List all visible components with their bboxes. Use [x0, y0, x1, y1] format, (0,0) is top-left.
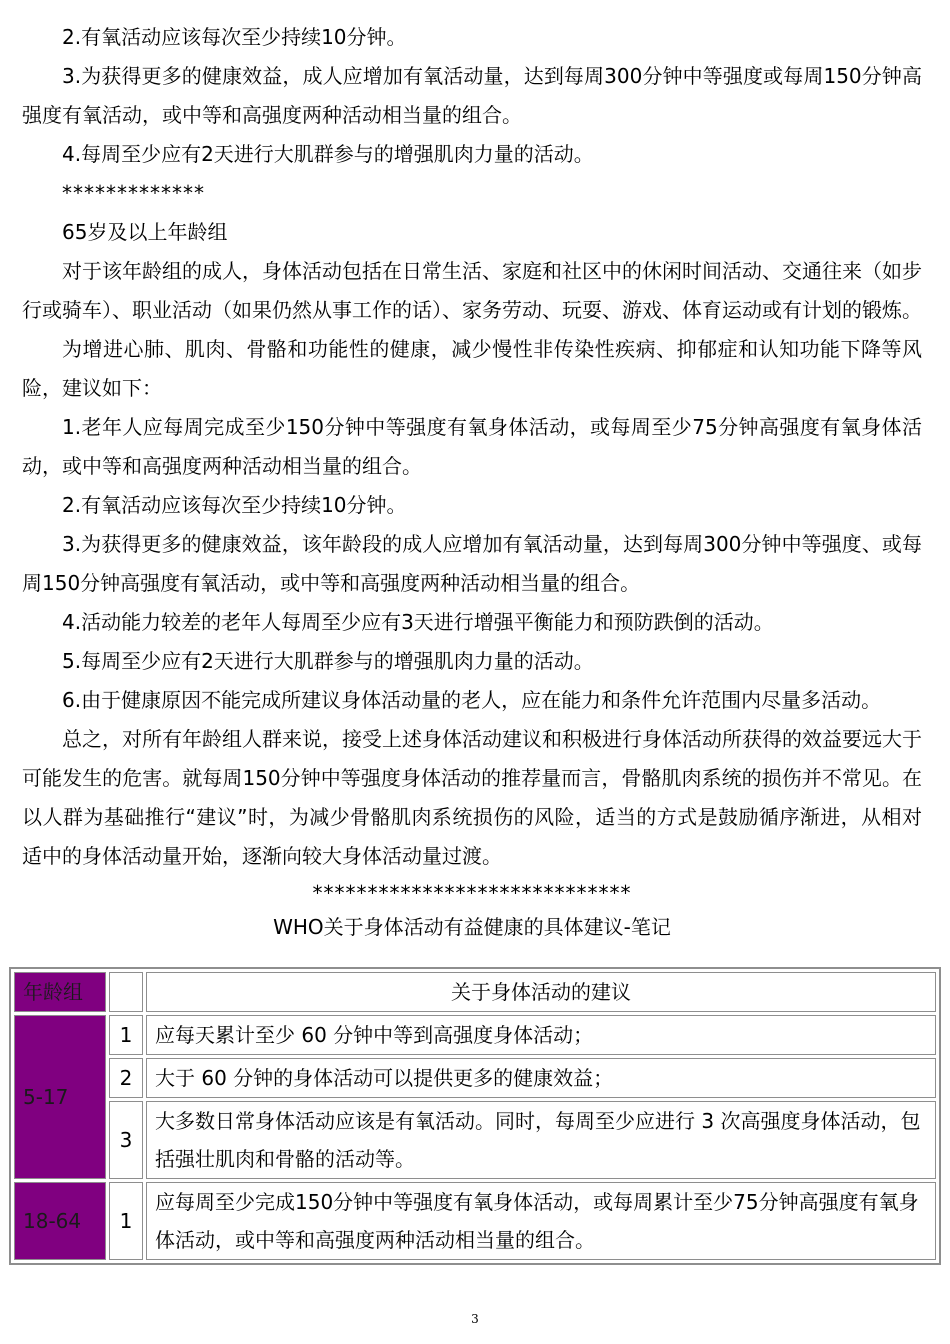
separator-short: ************* [62, 181, 205, 205]
document-body [22, 18, 922, 944]
recommendation-text: 应每周至少完成150分钟中等强度有氧身体活动，或每周累计至少75分钟高强度有氧身体活动，或中等和高强度两种活动相当量的组合。 [146, 1182, 936, 1260]
row-number: 2 [109, 1058, 143, 1098]
separator-long: ***************************** [312, 881, 632, 905]
paragraph: 总之，对所有年龄组人群来说，接受上述身体活动建议和积极进行身体活动所获得的效益要远大于可能发生的危害。就每周150分钟中等强度身体活动的推荐量而言，骨骼肌肉系统的损伤并不常见。在以人群为基础推行“建议”时，为减少骨骼肌肉系统损伤的风险，适当的方式是鼓励循序渐进，从相对适中的身体活动量开始，逐渐向较大身体活动量过渡。 [22, 727, 922, 868]
recommendation-table [9, 967, 941, 1265]
table-row [14, 1182, 936, 1260]
row-number: 1 [109, 1182, 143, 1260]
paragraph: 为增进心肺、肌肉、骨骼和功能性的健康，减少慢性非传染性疾病、抑郁症和认知功能下降等风险，建议如下： [22, 337, 922, 400]
paragraph: 4.活动能力较差的老年人每周至少应有3天进行增强平衡能力和预防跌倒的活动。 [62, 610, 774, 634]
paragraph: 2.有氧活动应该每次至少持续10分钟。 [62, 25, 407, 49]
recommendation-text: 应每天累计至少 60 分钟中等到高强度身体活动； [146, 1015, 936, 1055]
row-number: 1 [109, 1015, 143, 1055]
row-number: 3 [109, 1101, 143, 1179]
header-age-group: 年龄组 [14, 972, 106, 1012]
paragraph: 1.老年人应每周完成至少150分钟中等强度有氧身体活动，或每周至少75分钟高强度有氧身体活动，或中等和高强度两种活动相当量的组合。 [22, 415, 922, 478]
recommendation-text: 大多数日常身体活动应该是有氧活动。同时，每周至少应进行 3 次高强度身体活动，包括强壮肌肉和骨骼的活动等。 [146, 1101, 936, 1179]
table-row [14, 1058, 936, 1098]
paragraph: 3.为获得更多的健康效益，成人应增加有氧活动量，达到每周300分钟中等强度或每周150分钟高强度有氧活动，或中等和高强度两种活动相当量的组合。 [22, 64, 922, 127]
table-title: WHO关于身体活动有益健康的具体建议-笔记 [273, 915, 671, 939]
page-number: 3 [471, 1312, 479, 1326]
age-group-cell: 18-64 [14, 1182, 106, 1260]
paragraph: 对于该年龄组的成人，身体活动包括在日常生活、家庭和社区中的休闲时间活动、交通往来（如步行或骑车）、职业活动（如果仍然从事工作的话）、家务劳动、玩耍、游戏、体育运动或有计划的锻炼。 [22, 259, 922, 322]
table-row [14, 1015, 936, 1055]
paragraph: 2.有氧活动应该每次至少持续10分钟。 [62, 493, 407, 517]
paragraph: 3.为获得更多的健康效益，该年龄段的成人应增加有氧活动量，达到每周300分钟中等强度、或每周150分钟高强度有氧活动，或中等和高强度两种活动相当量的组合。 [22, 532, 922, 595]
section-title: 65岁及以上年龄组 [62, 220, 228, 244]
paragraph: 5.每周至少应有2天进行大肌群参与的增强肌肉力量的活动。 [62, 649, 594, 673]
recommendation-text: 大于 60 分钟的身体活动可以提供更多的健康效益； [146, 1058, 936, 1098]
header-recommendation: 关于身体活动的建议 [146, 972, 936, 1012]
age-group-cell: 5-17 [14, 1015, 106, 1179]
paragraph: 6.由于健康原因不能完成所建议身体活动量的老人，应在能力和条件允许范围内尽量多活动。 [62, 688, 882, 712]
paragraph: 4.每周至少应有2天进行大肌群参与的增强肌肉力量的活动。 [62, 142, 594, 166]
header-number [109, 972, 143, 1012]
table-header-row [14, 972, 936, 1012]
table-row [14, 1101, 936, 1179]
